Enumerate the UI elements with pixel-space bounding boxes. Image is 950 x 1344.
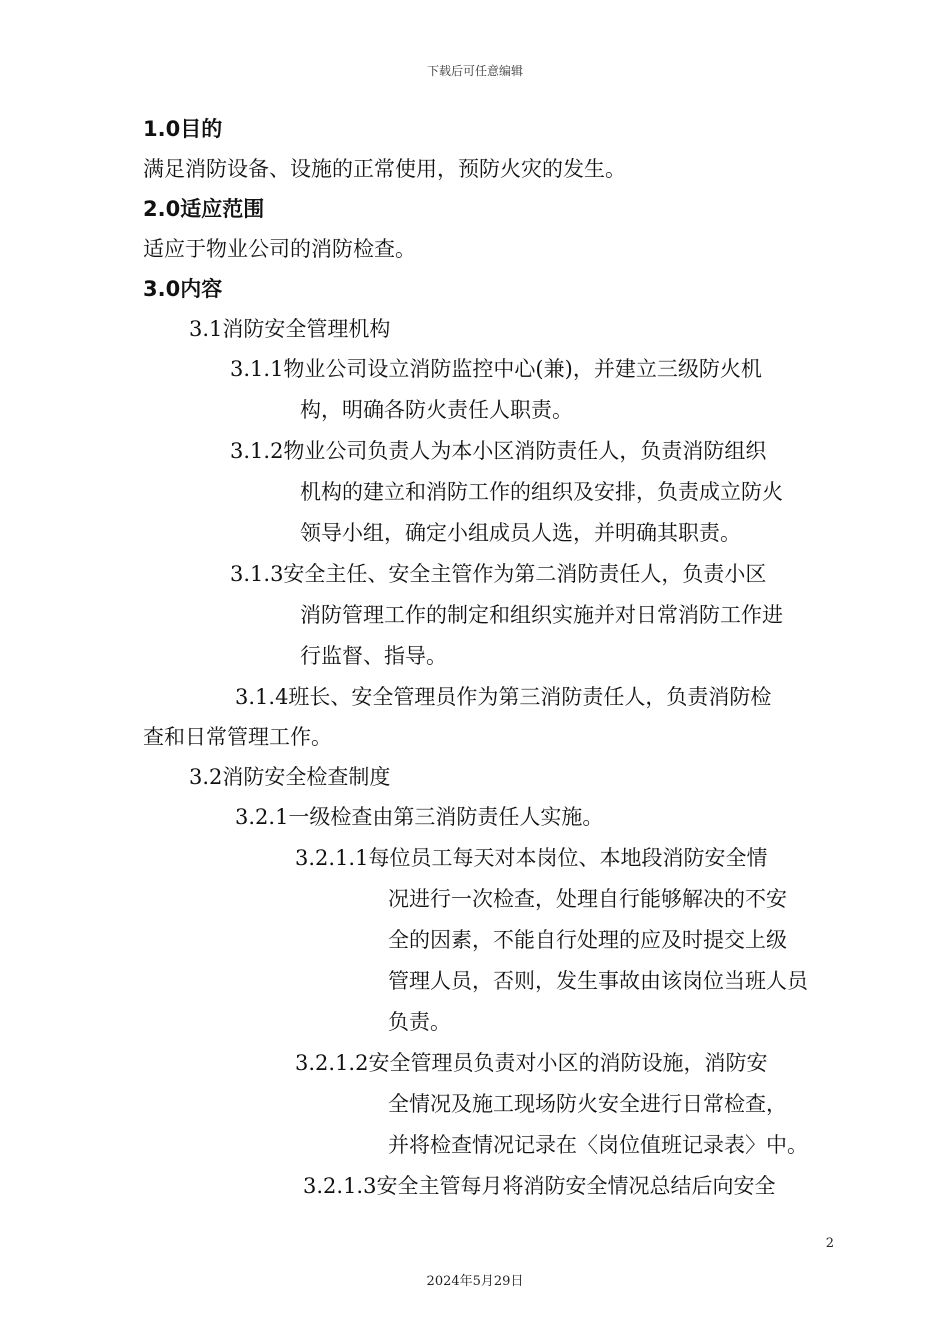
section-3-2-1-3-line-1: 3.2.1.3安全主管每月将消防安全情况总结后向安全 xyxy=(303,1174,776,1198)
section-2-body: 适应于物业公司的消防检查。 xyxy=(143,237,416,261)
section-3-2-1-1-line-3: 全的因素，不能自行处理的应及时提交上级 xyxy=(388,928,787,952)
section-3-2-1-2-line-3: 并将检查情况记录在〈岗位值班记录表〉中。 xyxy=(388,1133,808,1157)
section-3-2-1-2-line-1: 3.2.1.2安全管理员负责对小区的消防设施，消防安 xyxy=(295,1051,768,1075)
page-number: 2 xyxy=(825,1236,834,1251)
section-3-1-1-line-2: 构，明确各防火责任人职责。 xyxy=(300,398,573,422)
page-footer-date: 2024年5月29日 xyxy=(426,1274,524,1289)
section-3-1-3-line-3: 行监督、指导。 xyxy=(300,644,447,668)
section-3-1-3-line-1: 3.1.3安全主任、安全主管作为第二消防责任人，负责小区 xyxy=(230,562,767,586)
section-3-2-1-1-line-5: 负责。 xyxy=(388,1010,451,1034)
section-3-2-1: 3.2.1一级检查由第三消防责任人实施。 xyxy=(235,805,604,829)
section-3-1-title: 3.1消防安全管理机构 xyxy=(189,317,391,341)
section-1-title: 1.0目的 xyxy=(143,117,223,141)
section-3-1-2-line-3: 领导小组，确定小组成员人选，并明确其职责。 xyxy=(300,521,741,545)
section-3-2-1-1-line-2: 况进行一次检查，处理自行能够解决的不安 xyxy=(388,887,787,911)
section-3-1-3-line-2: 消防管理工作的制定和组织实施并对日常消防工作进 xyxy=(300,603,783,627)
section-3-1-1-line-1: 3.1.1物业公司设立消防监控中心(兼)，并建立三级防火机 xyxy=(230,357,762,381)
section-3-1-4-line-1: 3.1.4班长、安全管理员作为第三消防责任人，负责消防检 xyxy=(235,685,772,709)
section-3-2-1-1-line-4: 管理人员，否则，发生事故由该岗位当班人员 xyxy=(388,969,808,993)
section-3-1-2-line-1: 3.1.2物业公司负责人为本小区消防责任人，负责消防组织 xyxy=(230,439,767,463)
page-header: 下载后可任意编辑 xyxy=(426,64,523,78)
section-3-2-1-1-line-1: 3.2.1.1每位员工每天对本岗位、本地段消防安全情 xyxy=(295,846,768,870)
section-1-body: 满足消防设备、设施的正常使用，预防火灾的发生。 xyxy=(143,157,626,181)
section-3-1-2-line-2: 机构的建立和消防工作的组织及安排，负责成立防火 xyxy=(300,480,783,504)
section-2-title: 2.0适应范围 xyxy=(143,197,265,221)
section-3-title: 3.0内容 xyxy=(143,277,223,301)
section-3-2-1-2-line-2: 全情况及施工现场防火安全进行日常检查， xyxy=(388,1092,787,1116)
section-3-2-title: 3.2消防安全检查制度 xyxy=(189,765,391,789)
section-3-1-4-line-2: 查和日常管理工作。 xyxy=(143,725,332,749)
